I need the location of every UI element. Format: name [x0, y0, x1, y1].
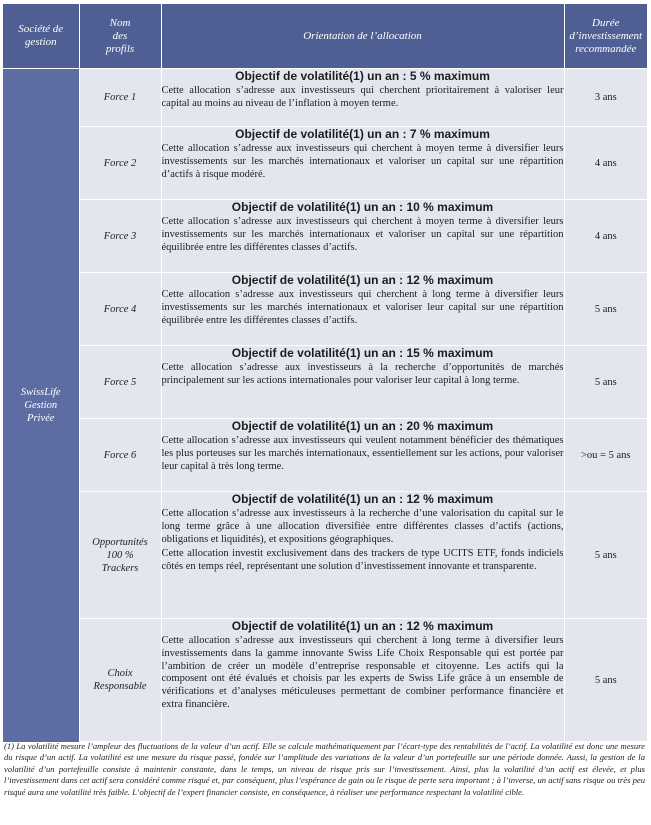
recommended-duration: >ou = 5 ans [564, 419, 647, 492]
table-header-row [3, 4, 647, 69]
allocation-description [161, 127, 564, 200]
description-text: Cette allocation s’adresse aux investisseurs qui cherchent à moyen terme à diversifier leurs investissements sur les marchés internationaux et valoriser un capital sur une répartition d’actifs à risque modéré. [161, 143, 564, 180]
recommended-duration: 5 ans [564, 273, 647, 346]
allocation-description [161, 69, 564, 127]
table-row [3, 419, 647, 492]
recommended-duration: 4 ans [564, 200, 647, 273]
profile-name: Force 1 [79, 69, 161, 127]
profile-name: Force 5 [79, 346, 161, 419]
allocation-description [161, 273, 564, 346]
profile-name: Opportunités 100 % Trackers [79, 492, 161, 619]
description-text: Cette allocation s’adresse aux investisseurs à la recherche d’opportunités de marchés principalement sur les actions internationales pour valoriser leur capital à long terme. [161, 362, 564, 386]
volatility-objective: Objectif de volatilité(1) un an : 7 % maximum [235, 127, 490, 141]
description-text: Cette allocation s’adresse aux investisseurs à la recherche d’une valorisation du capital sur le long terme grâce à une allocation diversifiée entre différentes classes d’actifs (actions, obligations et liquidités), et expositions géographiques. [161, 508, 564, 545]
allocation-description [161, 492, 564, 619]
description-text: Cette allocation s’adresse aux investisseurs qui cherchent à long terme à diversifier leurs investissements sur les marchés internationaux et valoriser leur capital sur une répartition équilibrée entre les différentes classes d’actifs. [161, 289, 564, 326]
header-company: Société de gestion [3, 4, 79, 69]
profile-name: Force 4 [79, 273, 161, 346]
volatility-objective: Objectif de volatilité(1) un an : 10 % maximum [231, 200, 494, 214]
volatility-objective: Objectif de volatilité(1) un an : 12 % maximum [231, 619, 494, 633]
profile-name: Force 6 [79, 419, 161, 492]
allocation-description [161, 419, 564, 492]
description-text: Cette allocation s’adresse aux investisseurs qui veulent notamment bénéficier des thématiques les plus porteuses sur les marchés internationaux, essentiellement sur les actions, pour valoriser leur capital à très long terme. [161, 435, 564, 472]
profile-name: Force 3 [79, 200, 161, 273]
header-orientation: Orientation de l’allocation [161, 4, 564, 69]
profile-name: Force 2 [79, 127, 161, 200]
company-cell: SwissLife Gestion Privée [3, 69, 79, 742]
table-row [3, 127, 647, 200]
table-row [3, 619, 647, 742]
description-text: Cette allocation s’adresse aux investisseurs qui cherchent à long terme à diversifier leurs investissements dans la gamme innovante Swiss Life Choix Responsable qui est portée par l’ambition de créer un modèle d’entreprise responsable et citoyenne. Les actifs qui la composent ont été évalués et choisis par les experts de Swiss Life grâce à un ensemble de vérifications et d’analyses méticuleuses permettant de combiner performance financière et extra financière. [161, 635, 564, 710]
header-profile: Nom des profils [79, 4, 161, 69]
recommended-duration: 5 ans [564, 492, 647, 619]
profile-name: Choix Responsable [79, 619, 161, 742]
allocation-description [161, 346, 564, 419]
description-text: Cette allocation s’adresse aux investisseurs qui cherchent prioritairement à valoriser leur capital au moins au niveau de l’inflation à moyen terme. [161, 85, 564, 109]
table-row [3, 200, 647, 273]
table-row [3, 69, 647, 127]
allocation-table [3, 4, 647, 742]
header-duration: Durée d’investissement recommandée [564, 4, 647, 69]
allocation-description [161, 200, 564, 273]
table-row [3, 346, 647, 419]
recommended-duration: 5 ans [564, 346, 647, 419]
volatility-objective: Objectif de volatilité(1) un an : 20 % maximum [231, 419, 494, 433]
recommended-duration: 3 ans [564, 69, 647, 127]
volatility-objective: Objectif de volatilité(1) un an : 12 % maximum [231, 492, 494, 506]
table-row [3, 273, 647, 346]
allocation-description [161, 619, 564, 742]
description-text: Cette allocation s’adresse aux investisseurs qui cherchent à moyen terme à diversifier leurs investissements sur les marchés internationaux et valoriser un capital sur une répartition équilibrée entre les différentes classes d’actifs. [161, 216, 564, 253]
volatility-objective: Objectif de volatilité(1) un an : 15 % maximum [231, 346, 494, 360]
table-row [3, 492, 647, 619]
description-text: Cette allocation investit exclusivement dans des trackers de type UCITS ETF, fonds indiciels côtés en temps réel, représentant une solution d’investissement innovante et transparente. [161, 548, 564, 573]
recommended-duration: 5 ans [564, 619, 647, 742]
volatility-objective: Objectif de volatilité(1) un an : 5 % maximum [235, 69, 490, 83]
volatility-objective: Objectif de volatilité(1) un an : 12 % maximum [231, 273, 494, 287]
volatility-footnote: (1) La volatilité mesure l’ampleur des fluctuations de la valeur d’un actif. Elle se calcule mathématiquement par l’écart-type des rentabilités de l’actif. La volatilité est donc une mesure du risque d’un actif. La volatilité est une mesure du risque passé, fondée sur l’amplitude des variations de la valeur d’un portefeuille sur une période donnée. Aussi, la gestion de la volatilité d’un portefeuille consiste à maintenir constante, dans le temps, un niveau de risque pris sur l’investissement. Ainsi, plus la volatilité d’un actif est élevée, et plus l’investissement dans cet actif sera considéré comme risqué et, par conséquent, plus l’espérance de gain ou le risque de perte sera important ; à l’inverse, un actif sans risque ou très peu risqué aura une volatilité très faible. L’objectif de l’expert financier consiste, en conséquence, à réaliser une performance respectant la volatilité cible. [4, 741, 645, 797]
recommended-duration: 4 ans [564, 127, 647, 200]
